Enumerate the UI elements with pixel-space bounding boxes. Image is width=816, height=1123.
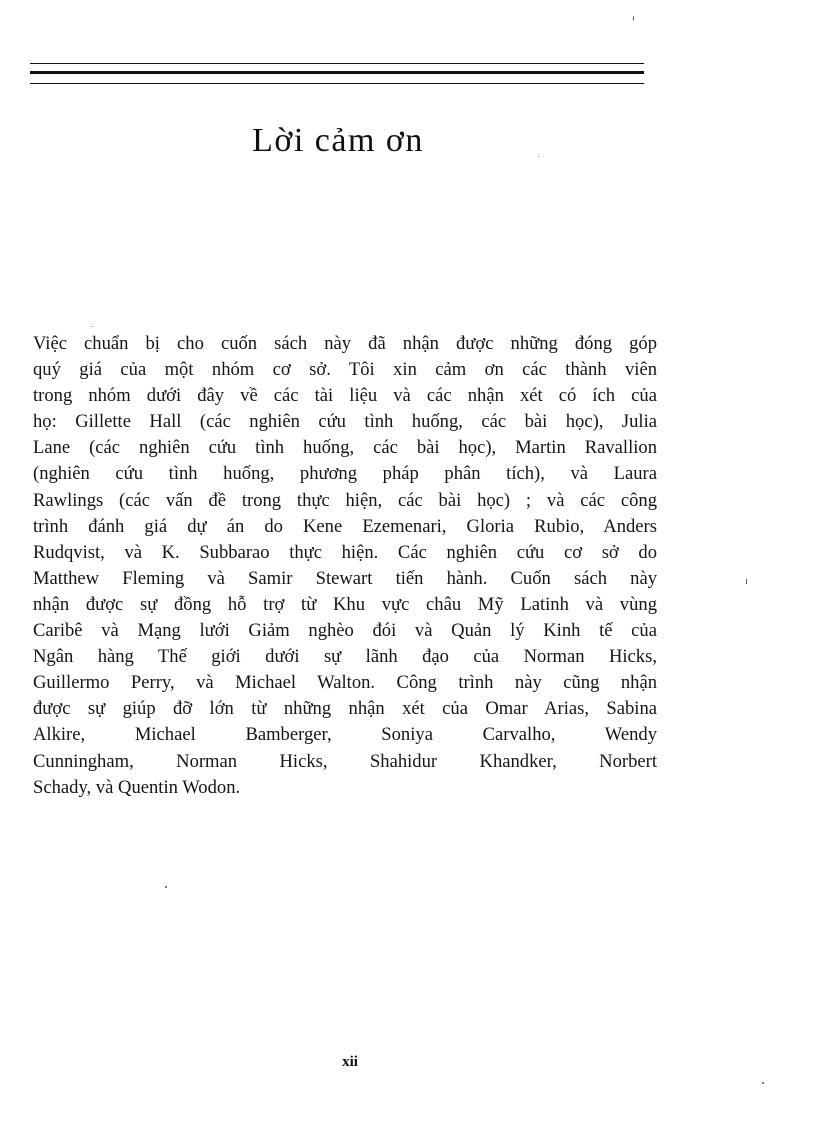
paragraph-line: Alkire, Michael Bamberger, Soniya Carvalho, Wendy xyxy=(33,724,657,746)
header-rule-bottom xyxy=(30,83,644,84)
paragraph-line: (nghiên cứu tình huống, phương pháp phân tích), và Laura xyxy=(33,463,657,485)
paragraph-line: Việc chuẩn bị cho cuốn sách này đã nhận được những đóng góp xyxy=(33,333,657,354)
paragraph-line: Rawlings (các vấn đề trong thực hiện, các bài học) ; và các công xyxy=(33,489,657,511)
paragraph-line: Ngân hàng Thế giới dưới sự lãnh đạo của Norman Hicks, xyxy=(33,646,657,668)
paragraph-line: Rudqvist, và K. Subbarao thực hiện. Các nghiên cứu cơ sở do xyxy=(33,541,657,563)
paragraph-line: quý giá của một nhóm cơ sở. Tôi xin cảm ơn các thành viên xyxy=(33,359,657,381)
paragraph-line: Lane (các nghiên cứu tình huống, các bài học), Martin Ravallion xyxy=(33,437,657,459)
scan-speck xyxy=(746,579,747,584)
paragraph-line: Cunningham, Norman Hicks, Shahidur Khandker, Norbert xyxy=(33,750,657,772)
acknowledgements-paragraph xyxy=(33,331,657,801)
paragraph-line: trong nhóm dưới đây về các tài liệu và các nhận xét có ích của xyxy=(33,385,657,407)
paragraph-line: trình đánh giá dự án do Kene Ezemenari, Gloria Rubio, Anders xyxy=(33,515,657,537)
header-rule-middle xyxy=(30,71,644,74)
paragraph-line: Matthew Fleming và Samir Stewart tiến hành. Cuốn sách này xyxy=(33,567,657,589)
paragraph-line: họ: Gillette Hall (các nghiên cứu tình huống, các bài học), Julia xyxy=(33,411,657,433)
scan-speck xyxy=(165,886,167,888)
scan-speck xyxy=(538,156,539,157)
header-rule-top xyxy=(30,63,644,64)
paragraph-line: Schady, và Quentin Wodon. xyxy=(33,776,241,798)
scan-speck xyxy=(762,1082,764,1084)
paragraph-line: Caribê và Mạng lưới Giảm nghèo đói và Quản lý Kinh tế của xyxy=(33,620,657,642)
scan-speck xyxy=(91,326,92,327)
paragraph-line: nhận được sự đồng hỗ trợ từ Khu vực châu Mỹ Latinh và vùng xyxy=(33,593,657,615)
page-number: xii xyxy=(342,1054,358,1070)
scan-speck xyxy=(633,16,634,21)
paragraph-line: Guillermo Perry, và Michael Walton. Công trình này cũng nhận xyxy=(33,672,657,694)
chapter-title: Lời cảm ơn xyxy=(252,122,424,159)
paragraph-line: được sự giúp đỡ lớn từ những nhận xét của Omar Arias, Sabina xyxy=(33,698,657,720)
